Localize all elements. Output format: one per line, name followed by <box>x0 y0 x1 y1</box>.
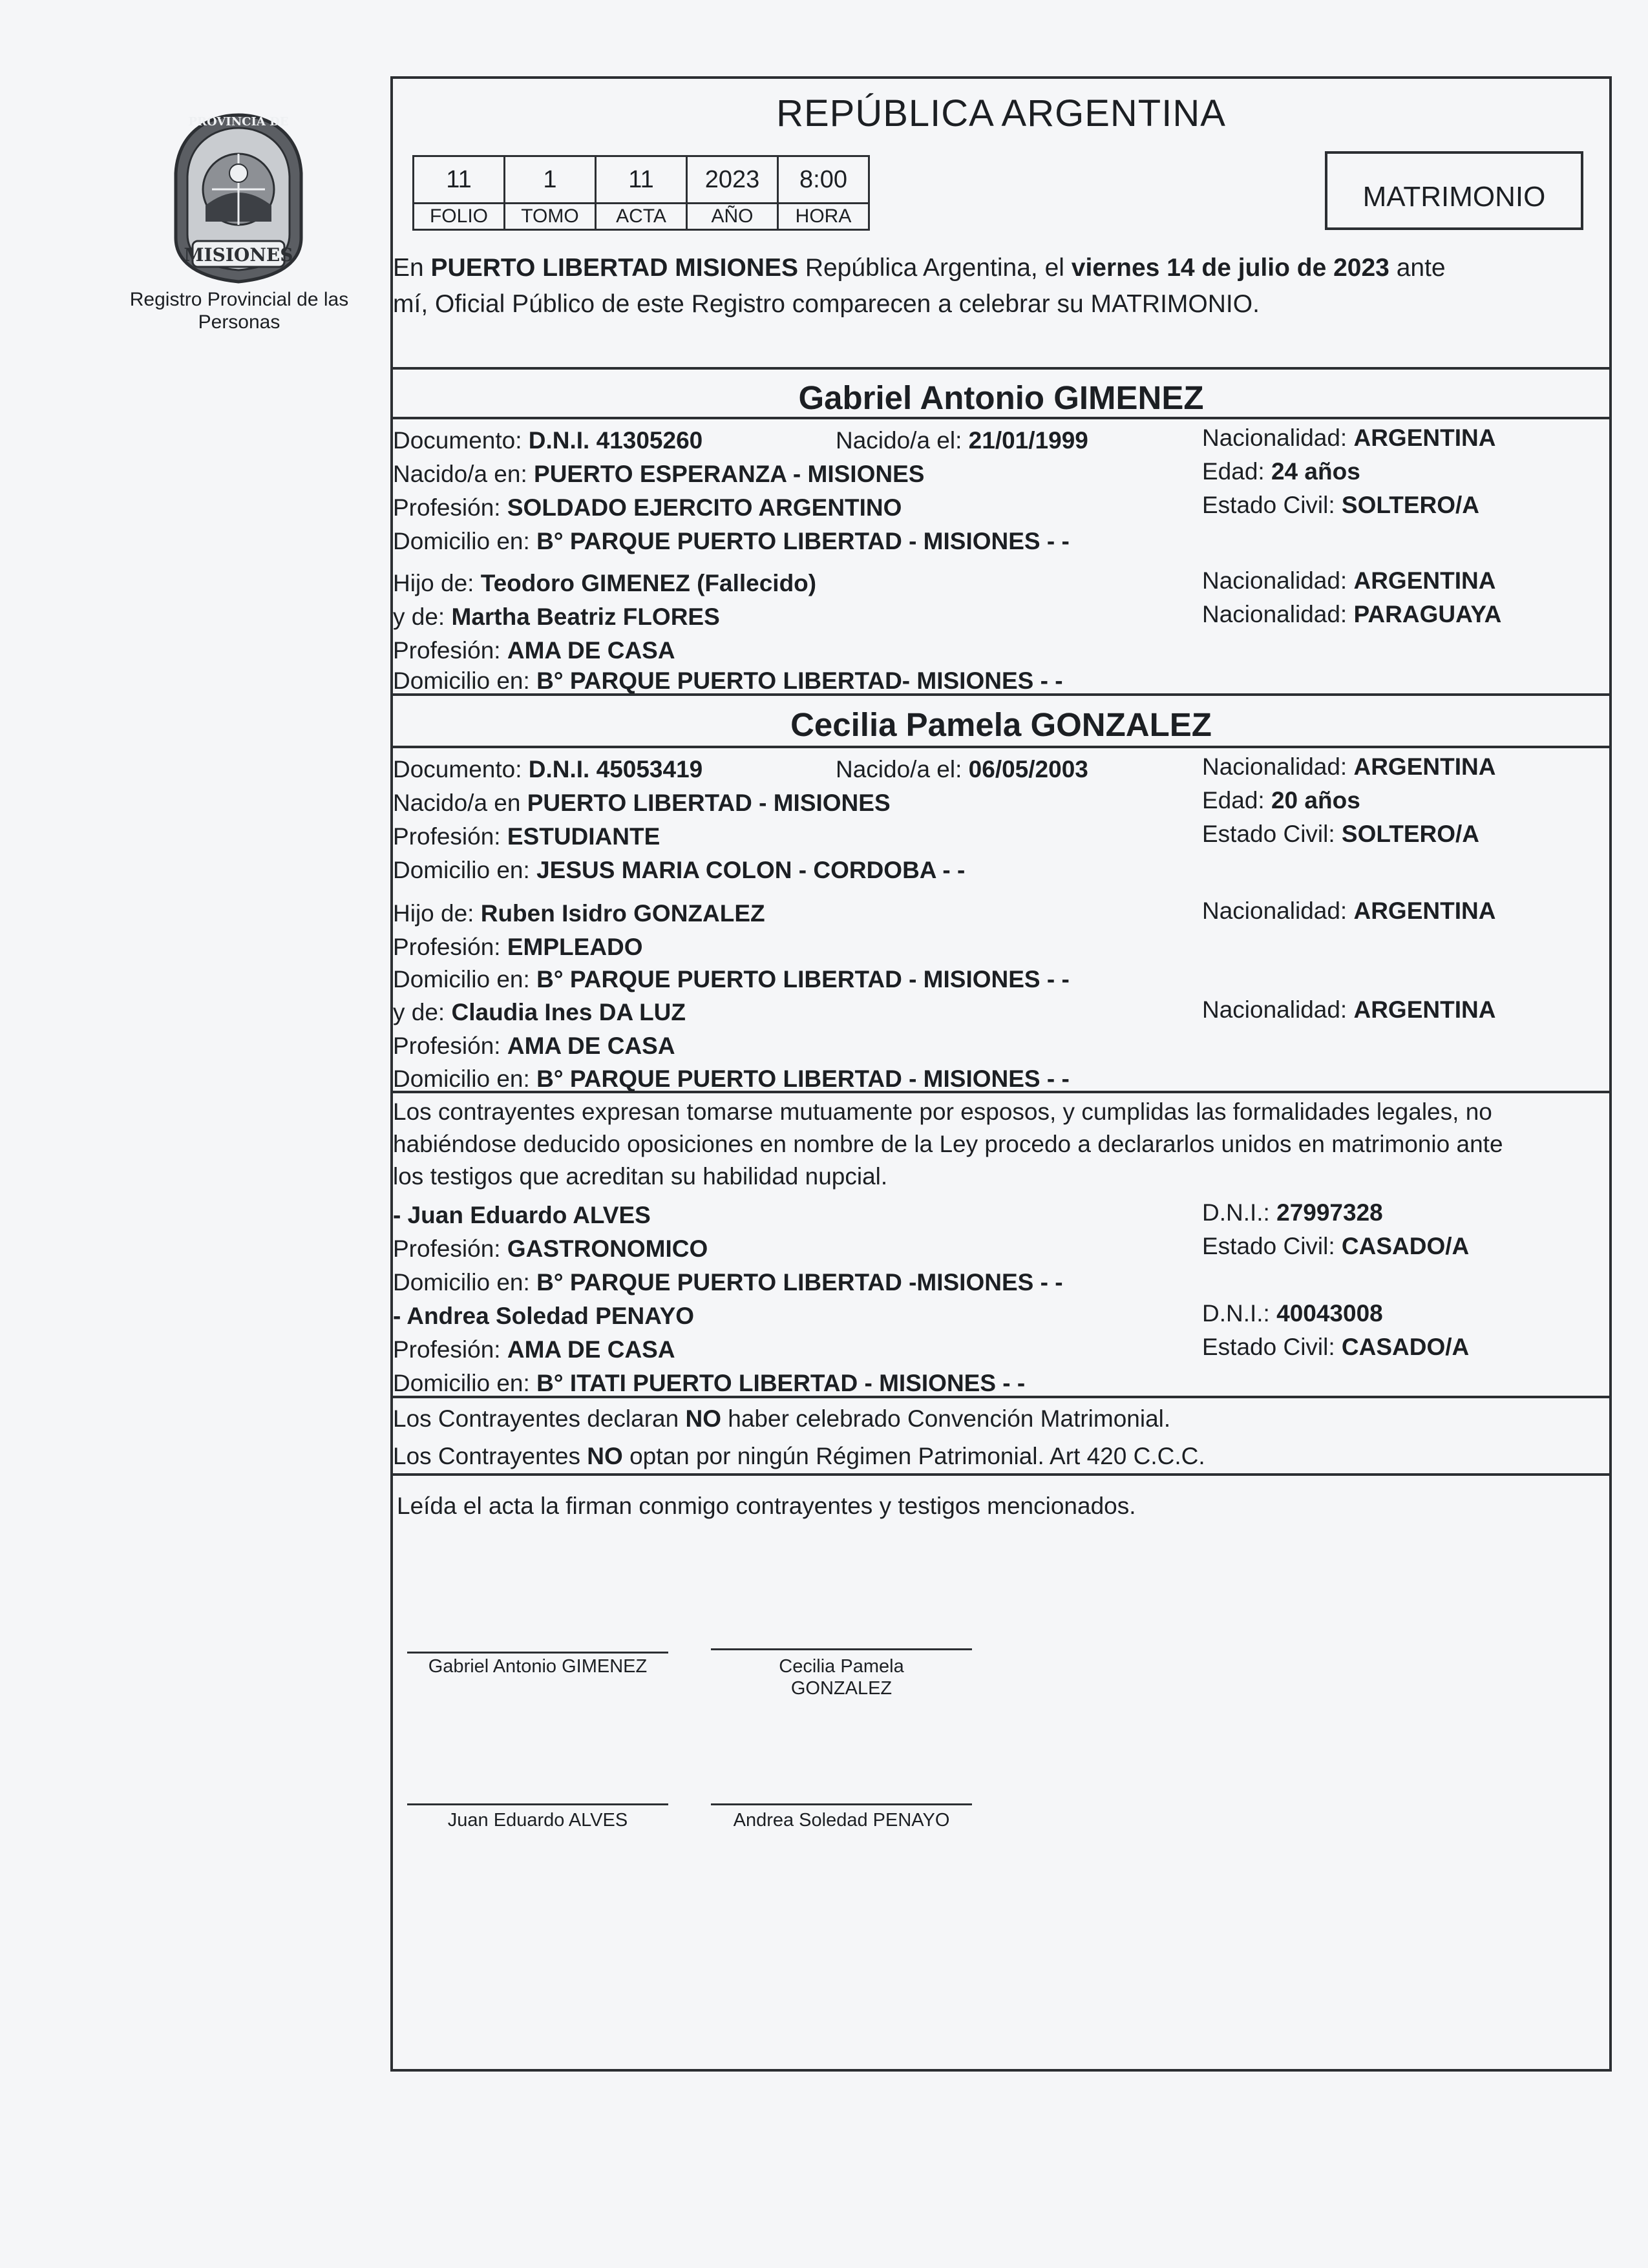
divider <box>390 417 1612 419</box>
firma-contrayente-2: Cecilia Pamela GONZALEZ <box>779 1656 904 1699</box>
firma-testigo-2: Andrea Soledad PENAYO <box>733 1810 950 1831</box>
c2-domicilio: Domicilio en: JESUS MARIA COLON - CORDOBA - - <box>393 857 966 883</box>
registro-label: Registro Provincial de las Personas <box>129 289 349 333</box>
intro-line-1: En PUERTO LIBERTAD MISIONES República Argentina, el viernes 14 de julio de 2023 ante <box>393 254 1446 282</box>
signature-line <box>407 1652 668 1654</box>
contrayente-2-name: Cecilia Pamela GONZALEZ <box>790 706 1212 743</box>
contrayente-1-name: Gabriel Antonio GIMENEZ <box>798 379 1204 416</box>
hora-label: HORA <box>778 204 869 230</box>
hora-value: 8:00 <box>778 156 869 204</box>
signature-line <box>711 1803 972 1805</box>
svg-text:PROVINCIA DE: PROVINCIA DE <box>188 115 289 129</box>
testigo-2-dni: D.N.I.: 40043008 <box>1202 1300 1383 1327</box>
tomo-label: TOMO <box>505 204 596 230</box>
c1-nacido-en: Nacido/a en: PUERTO ESPERANZA - MISIONES <box>393 461 925 487</box>
c1-nacido-el: Nacido/a el: 21/01/1999 <box>836 427 1088 454</box>
acta-value: 11 <box>596 156 687 204</box>
cierre-text: Leída el acta la firman conmigo contrayentes y testigos mencionados. <box>397 1493 1136 1519</box>
c1-nacionalidad: Nacionalidad: ARGENTINA <box>1202 425 1496 451</box>
c1-domicilio: Domicilio en: B° PARQUE PUERTO LIBERTAD - MISIONES - - <box>393 528 1070 554</box>
c1-edad: Edad: 24 años <box>1202 458 1360 485</box>
c2-padre: Hijo de: Ruben Isidro GONZALEZ <box>393 900 765 927</box>
c1-padre: Hijo de: Teodoro GIMENEZ (Fallecido) <box>393 570 817 596</box>
folio-label: FOLIO <box>414 204 505 230</box>
signature-line <box>407 1803 668 1805</box>
registro-table <box>412 155 870 231</box>
c2-madre: y de: Claudia Ines DA LUZ <box>393 999 686 1025</box>
divider <box>390 1473 1612 1476</box>
provincia-misiones-emblem <box>167 109 310 284</box>
testigo-1-profesion: Profesión: GASTRONOMICO <box>393 1235 708 1262</box>
c2-edad: Edad: 20 años <box>1202 787 1360 814</box>
acta-label: ACTA <box>596 204 687 230</box>
anio-value: 2023 <box>687 156 778 204</box>
testigo-2-domicilio: Domicilio en: B° ITATI PUERTO LIBERTAD - MISIONES - - <box>393 1370 1026 1396</box>
c2-nacionalidad: Nacionalidad: ARGENTINA <box>1202 753 1496 780</box>
c2-madre-domicilio: Domicilio en: B° PARQUE PUERTO LIBERTAD - MISIONES - - <box>393 1066 1070 1092</box>
c2-madre-nacionalidad: Nacionalidad: ARGENTINA <box>1202 996 1496 1023</box>
firma-testigo-1: Juan Eduardo ALVES <box>447 1810 628 1831</box>
testigo-1-estado-civil: Estado Civil: CASADO/A <box>1202 1233 1470 1259</box>
c2-nacido-en: Nacido/a en PUERTO LIBERTAD - MISIONES <box>393 790 891 816</box>
declaracion-line-2: habiéndose deducido oposiciones en nombre de la Ley procedo a declararlos unidos en matrimonio ante <box>393 1131 1503 1157</box>
c1-documento: Documento: D.N.I. 41305260 <box>393 427 703 454</box>
c1-profesion: Profesión: SOLDADO EJERCITO ARGENTINO <box>393 494 902 521</box>
testigo-1-dni: D.N.I.: 27997328 <box>1202 1199 1383 1226</box>
declaracion-line-1: Los contrayentes expresan tomarse mutuamente por esposos, y cumplidas las formalidades legales, no <box>393 1098 1492 1125</box>
c1-madre-profesion: Profesión: AMA DE CASA <box>393 637 675 664</box>
testigo-1-domicilio: Domicilio en: B° PARQUE PUERTO LIBERTAD -MISIONES - - <box>393 1269 1063 1296</box>
testigo-2-name: - Andrea Soledad PENAYO <box>393 1303 695 1329</box>
divider <box>390 746 1612 748</box>
firma-contrayente-1: Gabriel Antonio GIMENEZ <box>428 1656 648 1677</box>
convencion-line-1: Los Contrayentes declaran NO haber celebrado Convención Matrimonial. <box>393 1405 1171 1432</box>
c2-estado-civil: Estado Civil: SOLTERO/A <box>1202 821 1480 847</box>
folio-value: 11 <box>414 156 505 204</box>
c1-madre-domicilio: Domicilio en: B° PARQUE PUERTO LIBERTAD- MISIONES - - <box>393 667 1063 694</box>
c1-estado-civil: Estado Civil: SOLTERO/A <box>1202 492 1480 518</box>
c1-madre: y de: Martha Beatriz FLORES <box>393 604 720 630</box>
c2-padre-domicilio: Domicilio en: B° PARQUE PUERTO LIBERTAD - MISIONES - - <box>393 966 1070 992</box>
intro-line-2: mí, Oficial Público de este Registro comparecen a celebrar su MATRIMONIO. <box>393 290 1260 318</box>
c2-padre-profesion: Profesión: EMPLEADO <box>393 934 643 960</box>
declaracion-line-3: los testigos que acreditan su habilidad nupcial. <box>393 1163 888 1190</box>
c2-profesion: Profesión: ESTUDIANTE <box>393 823 660 850</box>
c2-nacido-el: Nacido/a el: 06/05/2003 <box>836 756 1088 782</box>
anio-label: AÑO <box>687 204 778 230</box>
c2-documento: Documento: D.N.I. 45053419 <box>393 756 703 782</box>
tipo-acta-box: MATRIMONIO <box>1325 151 1583 230</box>
c2-padre-nacionalidad: Nacionalidad: ARGENTINA <box>1202 898 1496 924</box>
c1-madre-nacionalidad: Nacionalidad: PARAGUAYA <box>1202 601 1502 627</box>
c1-padre-nacionalidad: Nacionalidad: ARGENTINA <box>1202 567 1496 594</box>
tomo-value: 1 <box>505 156 596 204</box>
testigo-1-name: - Juan Eduardo ALVES <box>393 1202 651 1228</box>
testigo-2-profesion: Profesión: AMA DE CASA <box>393 1336 675 1363</box>
convencion-line-2: Los Contrayentes NO optan por ningún Régimen Patrimonial. Art 420 C.C.C. <box>393 1443 1205 1469</box>
divider <box>390 367 1612 370</box>
page-title: REPÚBLICA ARGENTINA <box>776 92 1226 134</box>
svg-text:MISIONES: MISIONES <box>184 244 293 266</box>
signature-line <box>711 1648 972 1650</box>
c2-madre-profesion: Profesión: AMA DE CASA <box>393 1033 675 1059</box>
testigo-2-estado-civil: Estado Civil: CASADO/A <box>1202 1334 1470 1360</box>
